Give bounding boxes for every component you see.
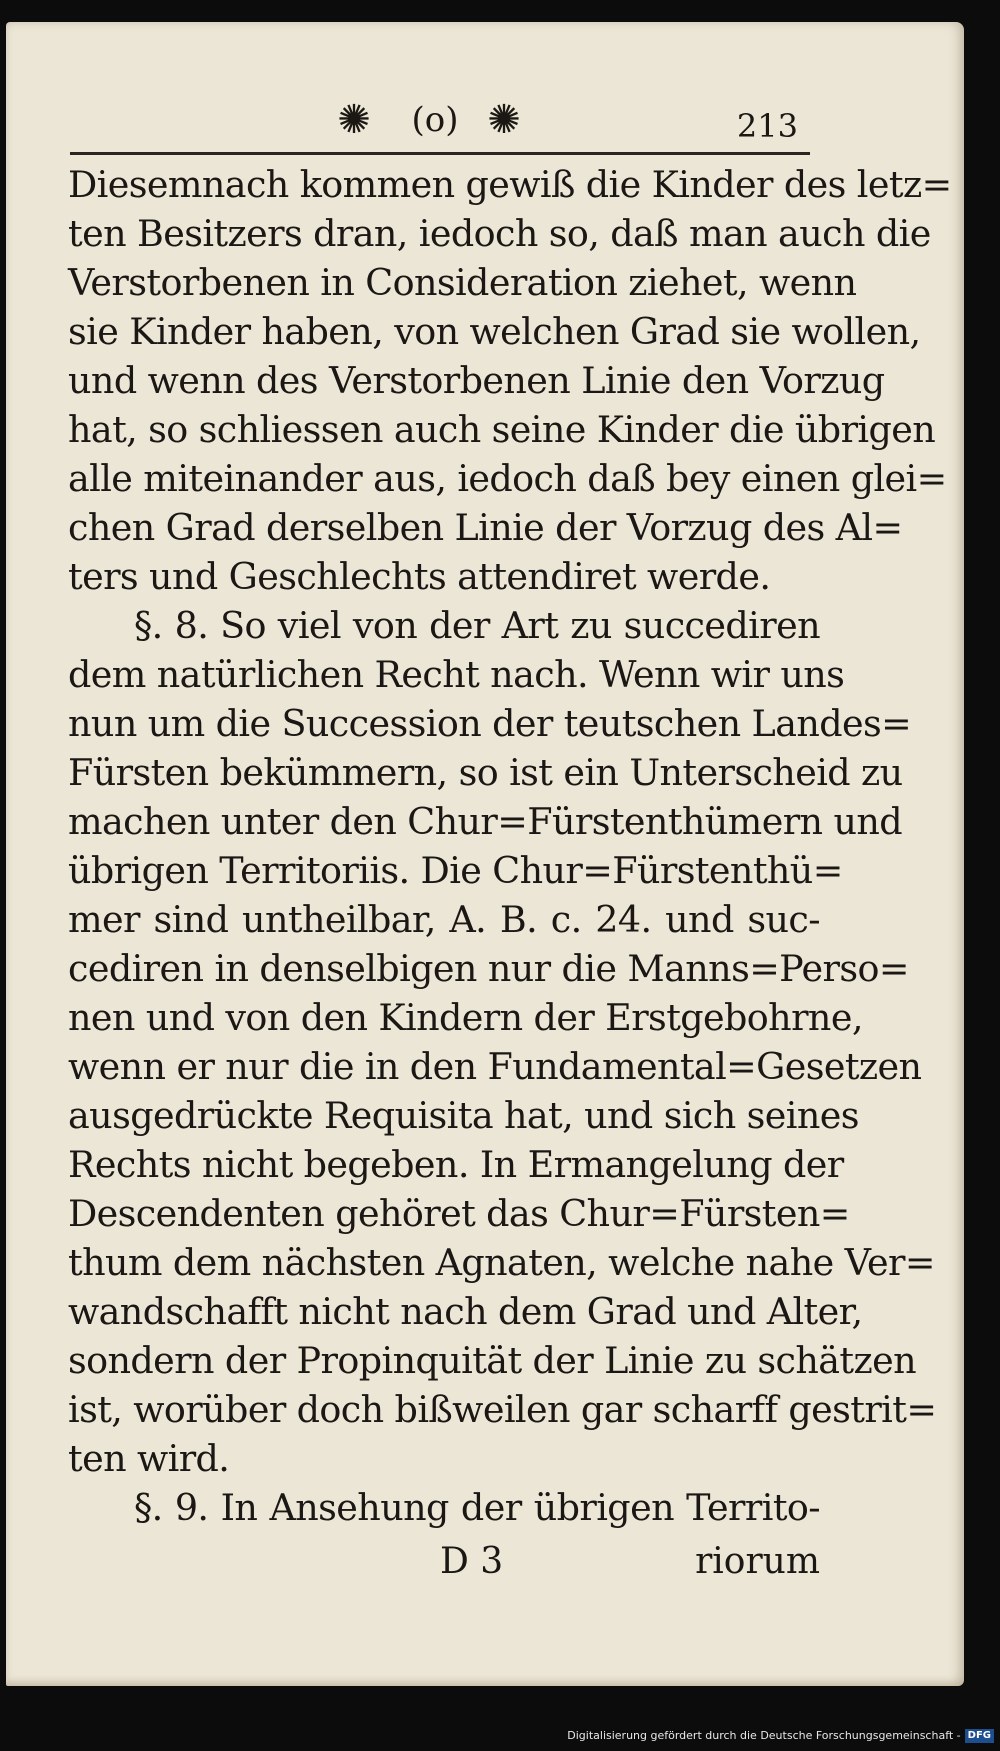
text-line: ausgedrückte Requisita hat, und sich seines — [68, 1094, 859, 1137]
catchword: riorum — [695, 1541, 820, 1582]
signature-mark: D 3 — [440, 1541, 504, 1582]
flower-ornament-icon: ✺ — [337, 97, 371, 143]
text-line: cediren in denselbigen nur die Manns=Perso= — [68, 947, 909, 990]
header-sign: (o) — [411, 100, 459, 140]
text-line: ten wird. — [68, 1437, 230, 1480]
text-line: mer sind untheilbar, A. B. c. 24. und suc- — [68, 898, 820, 941]
text-line: Verstorbenen in Consideration ziehet, wenn — [68, 261, 857, 304]
text-line: ist, worüber doch bißweilen gar scharff gestrit= — [68, 1388, 937, 1431]
flower-ornament-icon: ✺ — [487, 97, 521, 143]
digitization-credit — [567, 1727, 994, 1745]
page-footer — [68, 1537, 820, 1587]
running-header — [70, 88, 810, 150]
text-line: thum dem nächsten Agnaten, welche nahe Ver= — [68, 1241, 935, 1284]
paragraph-heading-line: §. 9. In Ansehung der übrigen Territo- — [134, 1486, 820, 1529]
text-line: hat, so schliessen auch seine Kinder die übrigen — [68, 408, 936, 451]
text-line: Rechts nicht begeben. In Ermangelung der — [68, 1143, 844, 1186]
dfg-logo: DFG — [965, 1729, 994, 1743]
page-number: 213 — [736, 107, 798, 145]
text-line: übrigen Territoriis. Die Chur=Fürstenthü= — [68, 849, 843, 892]
text-line: Descendenten gehöret das Chur=Fürsten= — [68, 1192, 850, 1235]
text-line: chen Grad derselben Linie der Vorzug des Al= — [68, 506, 903, 549]
text-line: und wenn des Verstorbenen Linie den Vorzug — [68, 359, 885, 402]
text-line: ten Besitzers dran, iedoch so, daß man auch die — [68, 212, 931, 255]
text-line: Fürsten bekümmern, so ist ein Unterscheid zu — [68, 751, 903, 794]
text-line: dem natürlichen Recht nach. Wenn wir uns — [68, 653, 845, 696]
text-line: sondern der Propinquität der Linie zu schätzen — [68, 1339, 917, 1382]
text-line: sie Kinder haben, von welchen Grad sie wollen, — [68, 310, 921, 353]
text-line: nun um die Succession der teutschen Landes= — [68, 702, 912, 745]
credit-text: Digitalisierung gefördert durch die Deutsche Forschungsgemeinschaft - — [567, 1729, 961, 1742]
text-line: wenn er nur die in den Fundamental=Gesetzen — [68, 1045, 922, 1088]
text-line: machen unter den Chur=Fürstenthümern und — [68, 800, 903, 843]
header-rule — [70, 152, 810, 155]
text-line: wandschafft nicht nach dem Grad und Alter, — [68, 1290, 863, 1333]
text-line: Diesemnach kommen gewiß die Kinder des letz= — [68, 163, 952, 206]
body-text — [68, 160, 952, 1532]
text-line: nen und von den Kindern der Erstgebohrne, — [68, 996, 863, 1039]
text-line: alle miteinander aus, iedoch daß bey einen glei= — [68, 457, 947, 500]
text-line: ters und Geschlechts attendiret werde. — [68, 555, 771, 598]
paragraph-heading-line: §. 8. So viel von der Art zu succediren — [134, 604, 820, 647]
